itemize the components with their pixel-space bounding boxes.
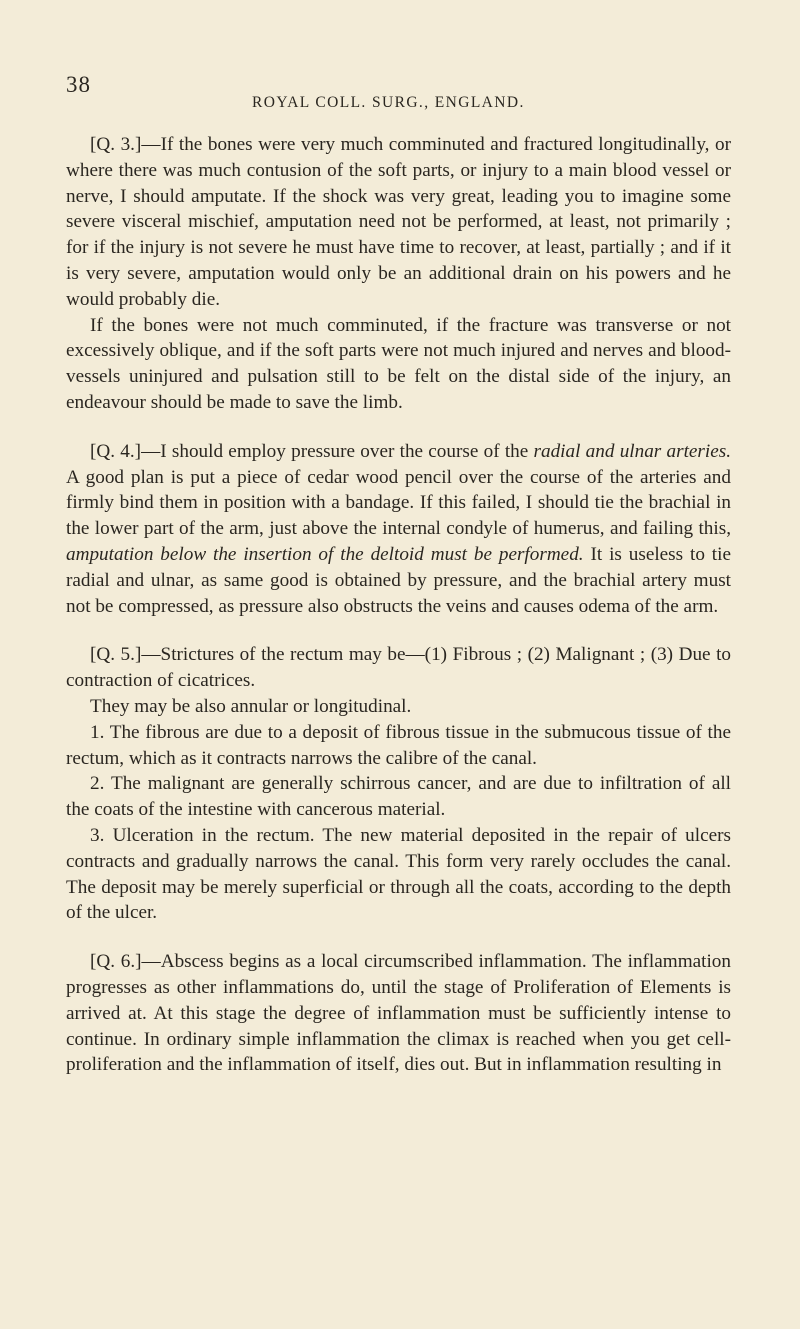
paragraph-q5 [66, 642, 731, 694]
text-segment: It is useless to tie radial and ulnar, as same good is obtained by pressure, and the brachial artery must not be compressed, as pressure also obstructs the veins and causes odema of the arm. [66, 543, 731, 617]
question-label: [Q. 3.] [90, 134, 142, 155]
page-number: 38 [66, 72, 91, 97]
text-segment: —If the bones were very much comminuted and fractured longitudinally, or where there was much contusion of the soft parts, or injury to a main blood vessel or nerve, I should amputate. If the shock was very great, leading you to imagine some severe visceral mischief, amputation need not be performed, at least, not primarily ; for if the injury is not severe he must have time to recover, at least, partially ; and if it is very severe, amputation would only be an additional drain on his powers and he would probably die. [66, 134, 731, 310]
italic-text-segment: radial and ulnar arteries. [533, 440, 731, 462]
body-text [66, 132, 731, 1078]
paragraph-q5-item-2 [66, 771, 731, 823]
question-label: [Q. 5.] [90, 644, 142, 666]
paragraph-q5-item-3 [66, 823, 731, 926]
text-segment: 2. The malignant are generally schirrous cancer, and are due to infiltration of all the coats of the intestine with cancerous material. [66, 773, 731, 821]
text-segment: A good plan is put a piece of cedar wood pencil over the course of the arteries and firmly bind them in position with a bandage. If this failed, I should tie the brachial in the lower part of the arm, just above the internal condyle of humerus, and failing this, [66, 466, 731, 540]
text-segment: If the bones were not much comminuted, if the fracture was transverse or not excessively oblique, and if the soft parts were not much injured and nerves and blood-vessels uninjured and pulsation still to be felt on the distal side of the injury, an endeavour should be made to save the limb. [66, 314, 731, 413]
text-segment: They may be also annular or longitudinal. [90, 695, 412, 717]
question-label: [Q. 4.] [90, 440, 142, 462]
running-head: ROYAL COLL. SURG., ENGLAND. [252, 94, 525, 111]
italic-text-segment: amputation below the insertion of the deltoid must be performed. [66, 543, 584, 565]
paragraph-q5-item-1 [66, 720, 731, 772]
paragraph-q3 [66, 132, 731, 313]
paragraph-q5-types [66, 694, 731, 720]
paragraph-q6 [66, 949, 731, 1078]
text-segment: —I should employ pressure over the course of the [141, 440, 534, 462]
question-label: [Q. 6.] [90, 951, 142, 973]
text-segment: 3. Ulceration in the rectum. The new material deposited in the repair of ulcers contracts and gradually narrows the canal. This form very rarely occludes the canal. The deposit may be merely superficial or through all the coats, according to the depth of the ulcer. [66, 824, 731, 924]
text-segment: —Abscess begins as a local circumscribed inflammation. The inflammation progresses as other inflammations do, until the stage of Proliferation of Elements is arrived at. At this stage the degree of inflammation must be sufficiently intense to continue. In ordinary simple inflammation the climax is reached when you get cell-proliferation and the inflammation of itself, dies out. But in inflammation resulting in [66, 951, 731, 1076]
text-segment: 1. The fibrous are due to a deposit of fibrous tissue in the submucous tissue of the rectum, which as it contracts narrows the calibre of the canal. [66, 721, 731, 769]
paragraph-q3-continued [66, 313, 731, 416]
page-header [66, 72, 726, 112]
paragraph-q4 [66, 439, 731, 620]
text-segment: —Strictures of the rectum may be—(1) Fibrous ; (2) Malignant ; (3) Due to contraction of cicatrices. [66, 644, 731, 692]
